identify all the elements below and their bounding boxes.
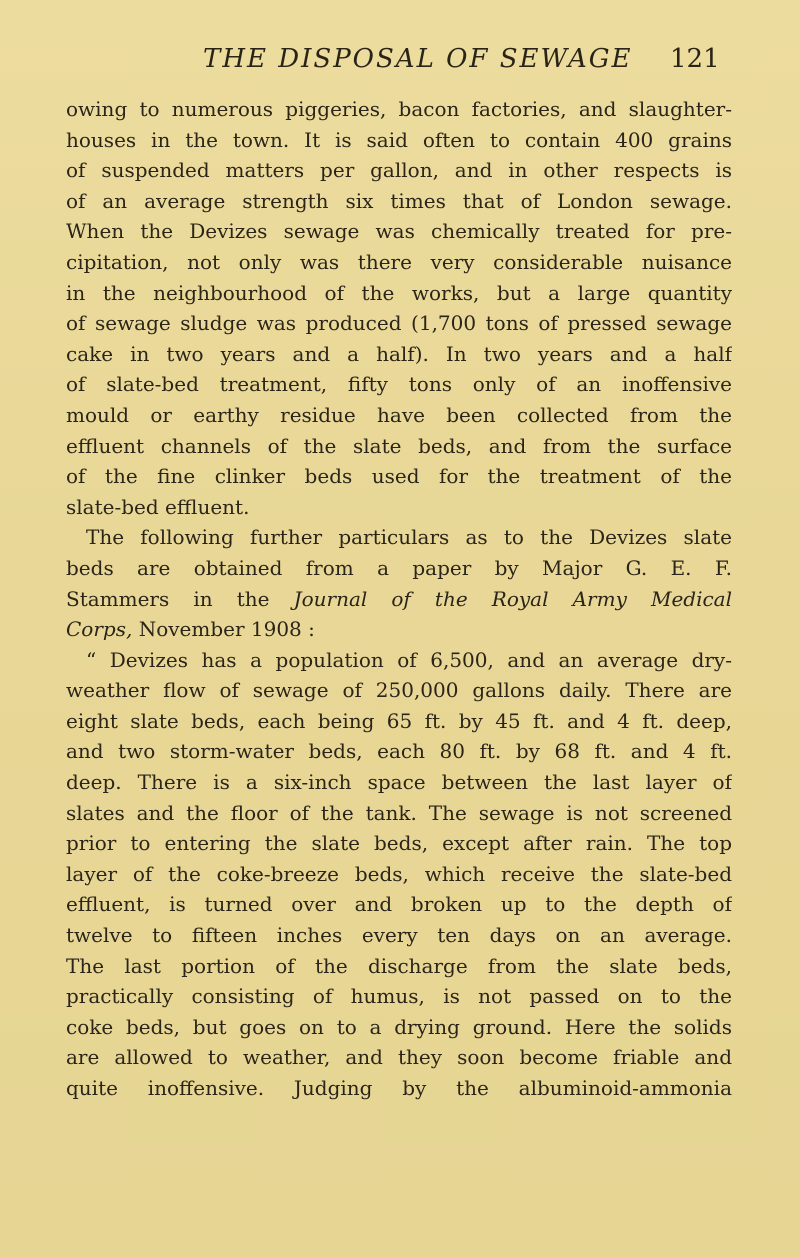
text-line: slate-bed effluent. <box>66 494 250 519</box>
text-line: of slate-bed treatment, fifty tons only of an inoffensive <box>66 372 732 397</box>
text-line: The following further particulars as to the Devizes slate <box>86 525 732 550</box>
text-line: When the Devizes sewage was chemically treated for pre- <box>66 219 732 244</box>
text-line: practically consisting of humus, is not passed on to the <box>66 984 732 1009</box>
text-line: effluent, is turned over and broken up to the depth of <box>66 892 732 917</box>
text-line: cake in two years and a half). In two years and a half <box>66 341 732 366</box>
text-line-with-citation <box>66 614 732 645</box>
text-line: layer of the coke-breeze beds, which receive the slate-bed <box>66 861 732 886</box>
text-line: mould or earthy residue have been collected from the <box>66 402 732 427</box>
text-line: of the fine clinker beds used for the treatment of the <box>66 464 732 489</box>
text-line: eight slate beds, each being 65 ft. by 45 ft. and 4 ft. deep, <box>66 708 732 733</box>
text-line: “ Devizes has a population of 6,500, and an average dry- <box>86 647 732 672</box>
text-line: weather flow of sewage of 250,000 gallons daily. There are <box>66 678 732 703</box>
text-line: cipitation, not only was there very considerable nuisance <box>66 249 732 274</box>
citation-lead: Stammers in the <box>66 586 270 611</box>
text-line: coke beds, but goes on to a drying ground. Here the solids <box>66 1014 732 1039</box>
text-line: slates and the floor of the tank. The sewage is not screened <box>66 800 732 825</box>
text-line: of sewage sludge was produced (1,700 tons of pressed sewage <box>66 311 732 336</box>
page-number: 121 <box>670 44 720 74</box>
text-line: prior to entering the slate beds, except after rain. The top <box>66 831 732 856</box>
text-line: houses in the town. It is said often to contain 400 grains <box>66 127 732 152</box>
text-line: effluent channels of the slate beds, and from the surface <box>66 433 732 458</box>
journal-title-end: Corps, <box>66 617 133 642</box>
text-line: deep. There is a six-inch space between the last layer of <box>66 770 732 795</box>
text-line: in the neighbourhood of the works, but a large quantity <box>66 280 732 305</box>
text-line: quite inoffensive. Judging by the albuminoid-ammonia <box>66 1076 732 1100</box>
text-line: of an average strength six times that of London sewage. <box>66 188 732 213</box>
text-line-with-citation <box>66 584 732 615</box>
journal-title: Journal of the Royal Army Medical <box>293 586 732 611</box>
text-line: owing to numerous piggeries, bacon factories, and slaughter- <box>66 97 732 121</box>
text-line: twelve to fifteen inches every ten days on an average. <box>66 923 732 948</box>
page-header <box>0 44 800 84</box>
text-line: of suspended matters per gallon, and in other respects is <box>66 158 732 183</box>
running-head: THE DISPOSAL OF SEWAGE <box>203 44 633 74</box>
text-line: and two storm-water beds, each 80 ft. by 68 ft. and 4 ft. <box>66 739 732 764</box>
citation-date: November 1908 : <box>138 617 315 642</box>
text-line: beds are obtained from a paper by Major G. E. F. <box>66 555 732 580</box>
text-line: are allowed to weather, and they soon become friable and <box>66 1045 732 1070</box>
text-line: The last portion of the discharge from the slate beds, <box>66 953 732 978</box>
body-text <box>66 94 732 1104</box>
